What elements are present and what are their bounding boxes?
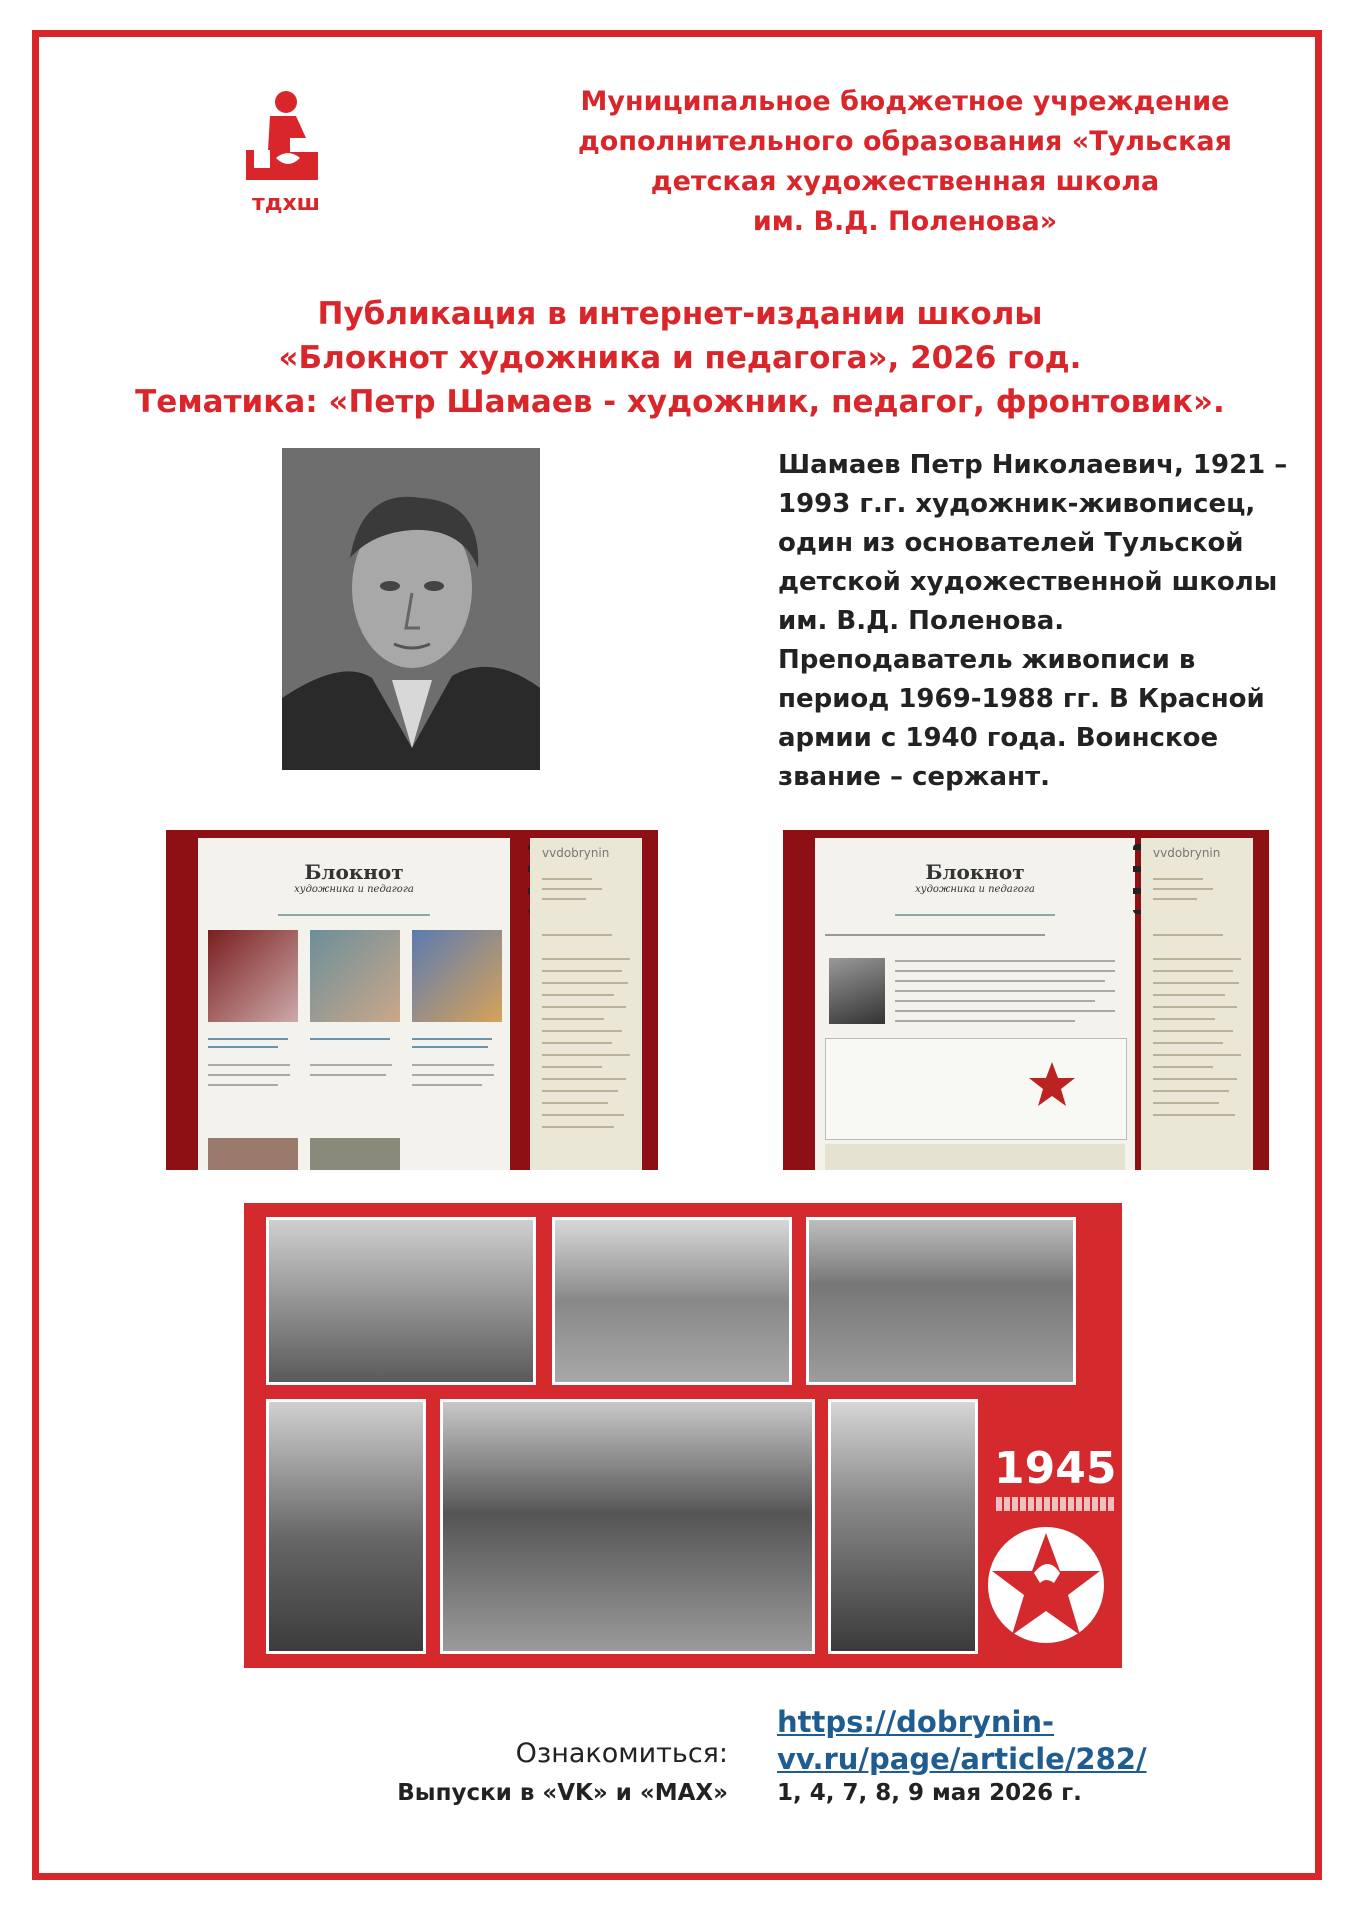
portrait-photo (282, 448, 540, 770)
screenshot-tile (412, 930, 502, 1022)
ruined-buildings-photo (440, 1399, 815, 1654)
screenshot-tile (310, 930, 400, 1022)
destroyed-town-photo (806, 1217, 1076, 1385)
publication-title (80, 292, 1280, 424)
screenshot-masthead: Блокнот художника и педагога (915, 860, 1035, 895)
organization-line: Муниципальное бюджетное учреждение (580, 86, 1230, 117)
ruined-street-photo (552, 1217, 792, 1385)
logo-text: тдхш (251, 191, 321, 216)
website-screenshot-article (783, 830, 1269, 1170)
website-screenshot-home (166, 830, 658, 1170)
publication-line: Тематика: «Петр Шамаев - художник, педагог, фронтовик». (135, 384, 1225, 420)
year-title: 1945 (994, 1443, 1117, 1494)
screenshot-menu (278, 914, 430, 916)
publication-line: «Блокнот художника и педагога», 2026 год. (278, 340, 1082, 376)
organization-line: им. В.Д. Поленова» (752, 206, 1058, 237)
screenshot-sidebar: vvdobrynin (530, 838, 642, 1170)
soldier-portrait-photo (828, 1399, 978, 1654)
portrait-illustration (282, 448, 540, 770)
year-subtitle (996, 1497, 1116, 1511)
issues-text: Выпуски в «VK» и «MAX» (397, 1780, 728, 1806)
screenshot-document (825, 1038, 1127, 1140)
screenshot-page (815, 838, 1135, 1170)
article-link-line: https://dobrynin- (777, 1705, 1055, 1739)
article-link[interactable] (777, 1704, 1177, 1778)
biography-text: Шамаев Петр Николаевич, 1921 – 1993 г.г. художник-живописец, один из основателей Тульской детской художественной школы им. В.Д. Поленова. Преподаватель живописи в период 1969-1988 гг. В Красной армии с 1940 года. Воинское звание – сержант. (778, 450, 1288, 792)
red-star-icon (1027, 1060, 1077, 1110)
organization-line: дополнительного образования «Тульская (578, 126, 1232, 157)
read-more-label: Ознакомиться: (515, 1738, 728, 1769)
issue-dates: 1, 4, 7, 8, 9 мая 2026 г. (777, 1780, 1082, 1806)
screenshot-page (198, 838, 510, 1170)
tank-photo (266, 1217, 536, 1385)
screenshot-sidebar: vvdobrynin (1141, 838, 1253, 1170)
organization-name (540, 82, 1270, 242)
red-star-icon (984, 1523, 1109, 1648)
screenshot-menu (895, 914, 1055, 916)
screenshot-masthead: Блокнот художника и педагога (294, 860, 414, 895)
article-link-line: vv.ru/page/article/282/ (777, 1742, 1147, 1776)
soldier-tank-photo (266, 1399, 426, 1654)
screenshot-tile (208, 930, 298, 1022)
school-logo-icon (240, 88, 332, 218)
organization-line: детская художественная школа (650, 166, 1160, 197)
publication-line: Публикация в интернет-издании школы (317, 296, 1043, 332)
war-photo-collage (244, 1203, 1122, 1668)
screenshot-portrait (829, 958, 885, 1024)
